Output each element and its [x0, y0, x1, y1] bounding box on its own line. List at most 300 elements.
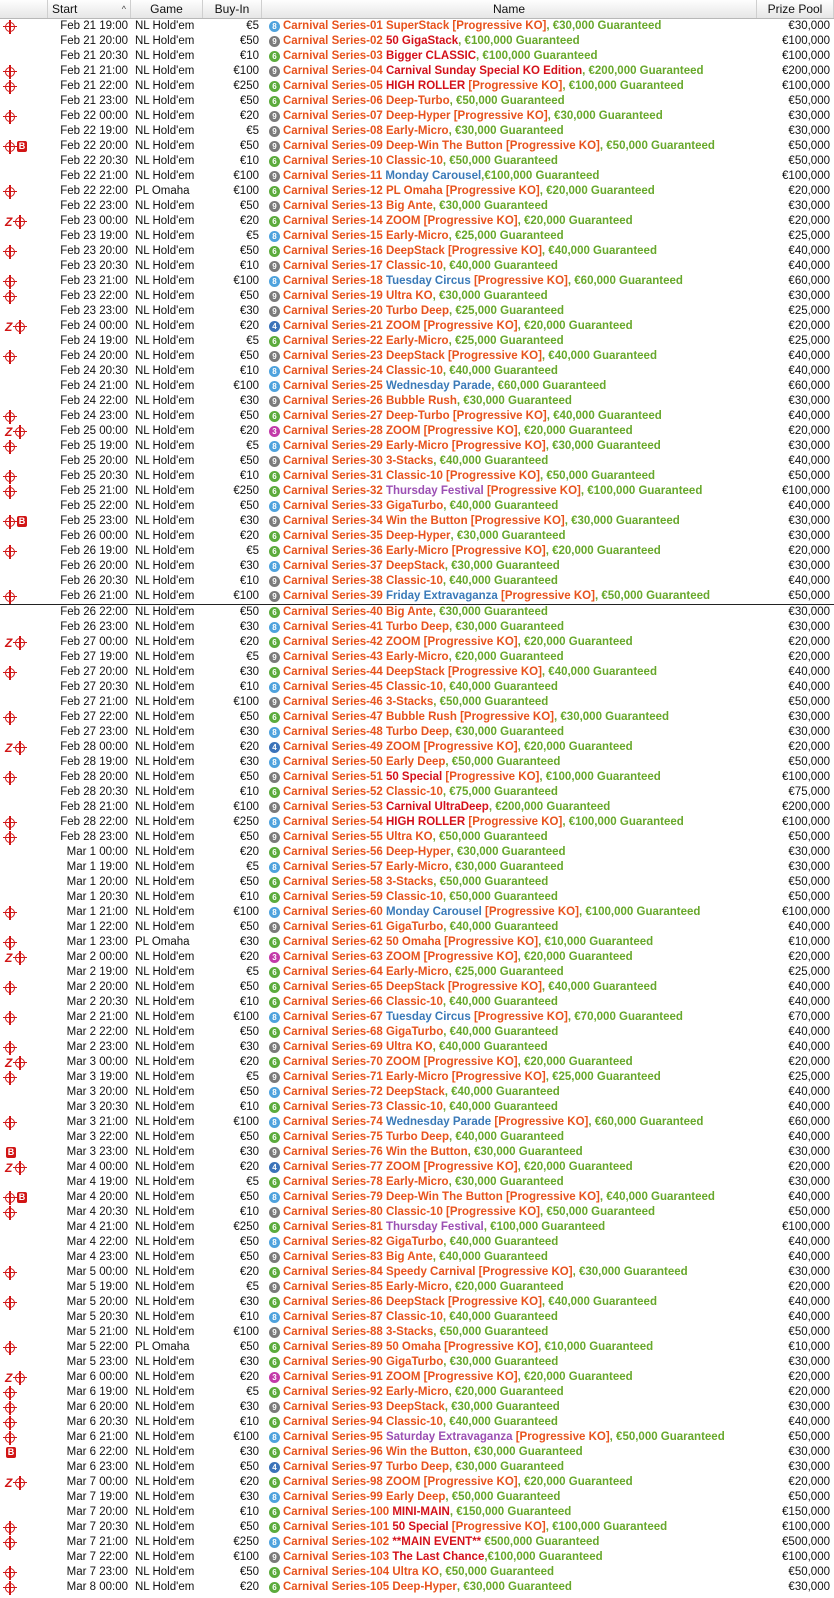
series-number: 63 — [369, 951, 383, 963]
tournament-name-cell[interactable] — [262, 484, 757, 499]
table-row[interactable] — [0, 409, 834, 424]
tournament-name-cell[interactable] — [262, 469, 757, 484]
tournament-name-cell[interactable] — [262, 800, 757, 815]
series-number: 93 — [369, 1401, 383, 1413]
event-title: DeepStack — [385, 350, 445, 362]
tournament-name-cell[interactable] — [262, 710, 757, 725]
table-row[interactable] — [0, 635, 834, 650]
tournament-name-cell[interactable] — [262, 589, 757, 604]
knockout-target-icon — [5, 412, 15, 422]
table-row[interactable] — [0, 1535, 834, 1550]
zoom-icon: Z — [5, 319, 13, 334]
event-title: Turbo Deep — [385, 305, 449, 317]
table-row[interactable] — [0, 1460, 834, 1475]
tournament-name-cell[interactable] — [262, 19, 757, 34]
table-row[interactable] — [0, 94, 834, 109]
table-row[interactable] — [0, 199, 834, 214]
table-row[interactable] — [0, 49, 834, 64]
tournament-name-cell[interactable] — [262, 34, 757, 49]
series-number: 99 — [369, 1491, 383, 1503]
tournament-name-cell[interactable] — [262, 1310, 757, 1325]
table-row[interactable] — [0, 529, 834, 544]
tournament-name-cell[interactable] — [262, 364, 757, 379]
table-row[interactable] — [0, 1115, 834, 1130]
table-row[interactable] — [0, 379, 834, 394]
table-row[interactable] — [0, 1340, 834, 1355]
player-count-badge: 6 — [269, 1447, 280, 1458]
game-cell: NL Hold'em — [135, 1491, 195, 1503]
player-count-badge: 6 — [269, 1177, 280, 1188]
table-row[interactable] — [0, 439, 834, 454]
tournament-name-cell[interactable] — [262, 875, 757, 890]
guarantee-text: , €100,000 Guaranteed — [580, 485, 703, 497]
event-title: Big Ante — [385, 606, 433, 618]
start-time-cell: Mar 3 00:00 — [66, 1056, 128, 1068]
tournament-name-cell[interactable] — [262, 394, 757, 409]
tournament-name-cell[interactable] — [262, 1025, 757, 1040]
tournament-name-cell[interactable] — [262, 1325, 757, 1340]
table-row[interactable] — [0, 559, 834, 574]
game-cell: NL Hold'em — [135, 801, 195, 813]
tournament-name-cell[interactable] — [262, 740, 757, 755]
tournament-name-cell[interactable] — [262, 1490, 757, 1505]
series-prefix: Carnival Series- — [283, 1566, 370, 1578]
table-row[interactable] — [0, 1325, 834, 1340]
table-row[interactable] — [0, 1190, 834, 1205]
tournament-name-cell[interactable] — [262, 1370, 757, 1385]
knockout-target-icon — [5, 1388, 15, 1398]
table-row[interactable] — [0, 139, 834, 154]
tournament-name-cell[interactable] — [262, 559, 757, 574]
table-row[interactable] — [0, 259, 834, 274]
table-row[interactable] — [0, 875, 834, 890]
tournament-name-cell[interactable] — [262, 1400, 757, 1415]
table-row[interactable] — [0, 950, 834, 965]
prize-pool-cell: €40,000 — [788, 1041, 830, 1053]
tournament-name-cell[interactable] — [262, 1085, 757, 1100]
table-row[interactable] — [0, 334, 834, 349]
table-row[interactable] — [0, 424, 834, 439]
player-count-badge: 8 — [269, 501, 280, 512]
series-prefix: Carnival Series- — [283, 1071, 370, 1083]
tournament-name-cell[interactable] — [262, 334, 757, 349]
table-row[interactable] — [0, 845, 834, 860]
table-row[interactable] — [0, 304, 834, 319]
tournament-name-cell[interactable] — [262, 965, 757, 980]
tournament-name-cell[interactable] — [262, 1145, 757, 1160]
tournament-name-cell[interactable] — [262, 79, 757, 94]
game-cell: NL Hold'em — [135, 395, 195, 407]
table-row[interactable] — [0, 184, 834, 199]
tournament-name-cell[interactable] — [262, 905, 757, 920]
table-row[interactable] — [0, 1130, 834, 1145]
table-row[interactable] — [0, 680, 834, 695]
tournament-name-cell[interactable] — [262, 815, 757, 830]
tournament-name-cell[interactable] — [262, 1475, 757, 1490]
tournament-name-cell[interactable] — [262, 1040, 757, 1055]
tournament-name-cell[interactable] — [262, 379, 757, 394]
table-row[interactable] — [0, 1310, 834, 1325]
player-count-badge: 6 — [269, 937, 280, 948]
table-row[interactable] — [0, 860, 834, 875]
tournament-name-cell[interactable] — [262, 680, 757, 695]
tournament-name-cell[interactable] — [262, 199, 757, 214]
tournament-name-cell[interactable] — [262, 995, 757, 1010]
tournament-name-cell[interactable] — [262, 259, 757, 274]
tournament-name-cell[interactable] — [262, 755, 757, 770]
tournament-name-cell[interactable] — [262, 950, 757, 965]
tournament-name-cell[interactable] — [262, 454, 757, 469]
table-row[interactable] — [0, 499, 834, 514]
tournament-name-cell[interactable] — [262, 244, 757, 259]
tournament-name-cell[interactable] — [262, 49, 757, 64]
table-row[interactable] — [0, 1220, 834, 1235]
tournament-name-cell[interactable] — [262, 1550, 757, 1565]
series-prefix: Carnival Series- — [283, 485, 370, 497]
table-row[interactable] — [0, 665, 834, 680]
table-row[interactable] — [0, 1400, 834, 1415]
series-prefix: Carnival Series- — [283, 741, 370, 753]
table-row[interactable] — [0, 394, 834, 409]
series-number: 20 — [369, 305, 383, 317]
table-row[interactable] — [0, 995, 834, 1010]
column-header-start[interactable] — [48, 0, 131, 18]
table-row[interactable] — [0, 214, 834, 229]
guarantee-text: , €50,000 Guaranteed — [594, 590, 711, 602]
tournament-name-cell[interactable] — [262, 154, 757, 169]
table-row[interactable] — [0, 364, 834, 379]
tournament-name-cell[interactable] — [262, 605, 757, 620]
tournament-name-cell[interactable] — [262, 1130, 757, 1145]
tournament-name-cell[interactable] — [262, 574, 757, 589]
tournament-name-cell[interactable] — [262, 1385, 757, 1400]
series-prefix: Carnival Series- — [283, 215, 370, 227]
event-title: Deep-Turbo — [385, 410, 450, 422]
tournament-name-cell[interactable] — [262, 920, 757, 935]
table-row[interactable] — [0, 725, 834, 740]
series-number: 24 — [369, 365, 383, 377]
series-number: 81 — [369, 1221, 383, 1233]
player-count-badge: 8 — [269, 1432, 280, 1443]
table-row[interactable] — [0, 1250, 834, 1265]
game-cell: NL Hold'em — [135, 1401, 195, 1413]
series-number: 36 — [369, 545, 383, 557]
table-row[interactable] — [0, 965, 834, 980]
tournament-name-cell[interactable] — [262, 529, 757, 544]
column-header-icons[interactable] — [0, 0, 48, 18]
tournament-name-cell[interactable] — [262, 1265, 757, 1280]
table-row[interactable] — [0, 1205, 834, 1220]
table-row[interactable] — [0, 1235, 834, 1250]
tournament-name-cell[interactable] — [262, 1280, 757, 1295]
tournament-name-cell[interactable] — [262, 1460, 757, 1475]
table-row[interactable] — [0, 980, 834, 995]
tournament-name-cell[interactable] — [262, 1190, 757, 1205]
tournament-name-cell[interactable] — [262, 424, 757, 439]
table-row[interactable] — [0, 319, 834, 334]
table-row[interactable] — [0, 815, 834, 830]
table-row[interactable] — [0, 905, 834, 920]
tournament-name-cell[interactable] — [262, 169, 757, 184]
tournament-name-cell[interactable] — [262, 124, 757, 139]
table-row[interactable] — [0, 64, 834, 79]
buyin-cell: €20 — [239, 1371, 259, 1383]
table-row[interactable] — [0, 890, 834, 905]
table-row[interactable] — [0, 469, 834, 484]
buyin-cell: €10 — [239, 681, 259, 693]
table-row[interactable] — [0, 1010, 834, 1025]
table-row[interactable] — [0, 1415, 834, 1430]
guarantee-text: , €40,000 Guaranteed — [541, 981, 657, 993]
row-icons — [0, 141, 48, 152]
prize-pool-cell: €50,000 — [788, 155, 830, 167]
tournament-name-cell[interactable] — [262, 184, 757, 199]
table-row[interactable] — [0, 1430, 834, 1445]
table-row[interactable] — [0, 1565, 834, 1580]
table-row[interactable] — [0, 1280, 834, 1295]
tournament-name-cell[interactable] — [262, 1205, 757, 1220]
start-time-cell: Feb 24 19:00 — [60, 335, 128, 347]
tournament-name-cell[interactable] — [262, 650, 757, 665]
table-row[interactable] — [0, 1265, 834, 1280]
table-row[interactable] — [0, 1355, 834, 1370]
series-number: 98 — [369, 1476, 383, 1488]
table-row[interactable] — [0, 1520, 834, 1535]
table-row[interactable] — [0, 589, 834, 605]
tournament-name-cell[interactable] — [262, 304, 757, 319]
table-row[interactable] — [0, 229, 834, 244]
tournament-name-cell[interactable] — [262, 1430, 757, 1445]
tournament-name-cell[interactable] — [262, 94, 757, 109]
table-row[interactable] — [0, 920, 834, 935]
guarantee-text: , €10,000 Guaranteed — [538, 1341, 654, 1353]
tournament-name-cell[interactable] — [262, 349, 757, 364]
buyin-cell: €50 — [239, 140, 259, 152]
start-time-cell: Mar 1 21:00 — [66, 906, 128, 918]
tournament-name-cell[interactable] — [262, 1055, 757, 1070]
table-row[interactable] — [0, 935, 834, 950]
table-row[interactable] — [0, 1040, 834, 1055]
table-row[interactable] — [0, 755, 834, 770]
tournament-name-cell[interactable] — [262, 935, 757, 950]
game-cell: NL Hold'em — [135, 1131, 195, 1143]
start-time-cell: Feb 27 22:00 — [60, 711, 128, 723]
start-time-cell: Feb 22 20:30 — [60, 155, 128, 167]
series-prefix: Carnival Series- — [283, 365, 370, 377]
table-row[interactable] — [0, 349, 834, 364]
table-row[interactable] — [0, 770, 834, 785]
table-row[interactable] — [0, 1070, 834, 1085]
table-row[interactable] — [0, 1385, 834, 1400]
tournament-name-cell[interactable] — [262, 1175, 757, 1190]
tournament-name-cell[interactable] — [262, 620, 757, 635]
tournament-name-cell[interactable] — [262, 319, 757, 334]
table-row[interactable] — [0, 19, 834, 34]
tournament-name-cell[interactable] — [262, 1445, 757, 1460]
game-cell: NL Hold'em — [135, 35, 195, 47]
tournament-name-cell[interactable] — [262, 289, 757, 304]
tournament-name-cell[interactable] — [262, 1355, 757, 1370]
prize-pool-cell: €40,000 — [788, 921, 830, 933]
table-row[interactable] — [0, 650, 834, 665]
table-row[interactable] — [0, 124, 834, 139]
table-row[interactable] — [0, 1580, 834, 1595]
tournament-name-cell[interactable] — [262, 860, 757, 875]
table-row[interactable] — [0, 1370, 834, 1385]
guarantee-text: , €30,000 Guaranteed — [448, 125, 564, 137]
tournament-name-cell[interactable] — [262, 1235, 757, 1250]
start-time-cell: Feb 24 20:00 — [60, 350, 128, 362]
tournament-name-cell[interactable] — [262, 890, 757, 905]
table-row[interactable] — [0, 1475, 834, 1490]
tournament-name-cell[interactable] — [262, 229, 757, 244]
tournament-name-cell[interactable] — [262, 139, 757, 154]
row-icons — [0, 1538, 48, 1548]
start-time-cell: Mar 1 19:00 — [66, 861, 128, 873]
tournament-name-cell[interactable] — [262, 1100, 757, 1115]
tournament-name-cell[interactable] — [262, 274, 757, 289]
table-row[interactable] — [0, 1175, 834, 1190]
guarantee-text: , €25,000 Guaranteed — [545, 1071, 661, 1083]
tournament-name-cell[interactable] — [262, 725, 757, 740]
tournament-name-cell[interactable] — [262, 1535, 757, 1550]
event-title: Early-Micro — [385, 861, 449, 873]
prize-pool-cell: €40,000 — [788, 1026, 830, 1038]
column-header-game[interactable]: Game — [131, 0, 203, 18]
table-row[interactable] — [0, 1055, 834, 1070]
tournament-name-cell[interactable] — [262, 1160, 757, 1175]
series-prefix: Carnival Series- — [283, 335, 370, 347]
guarantee-text: , €100,000 Guaranteed — [458, 35, 580, 47]
table-row[interactable] — [0, 785, 834, 800]
tournament-name-cell[interactable] — [262, 665, 757, 680]
event-title: Speedy Carnival — [385, 1266, 476, 1278]
table-row[interactable] — [0, 454, 834, 469]
tournament-name-cell[interactable] — [262, 64, 757, 79]
tournament-name-cell[interactable] — [262, 1295, 757, 1310]
guarantee-text: €500,000 Guaranteed — [481, 1536, 600, 1548]
guarantee-text: , €100,000 Guaranteed — [476, 50, 598, 62]
tournament-name-cell[interactable] — [262, 770, 757, 785]
game-cell: NL Hold'em — [135, 350, 195, 362]
table-row[interactable] — [0, 1100, 834, 1115]
tournament-name-cell[interactable] — [262, 1250, 757, 1265]
sort-ascending-icon[interactable]: ^ — [121, 4, 126, 14]
tournament-name-cell[interactable] — [262, 845, 757, 860]
table-row[interactable] — [0, 514, 834, 529]
table-row[interactable] — [0, 34, 834, 49]
table-row[interactable] — [0, 79, 834, 94]
series-number: 95 — [369, 1431, 383, 1443]
table-row[interactable] — [0, 109, 834, 124]
table-row[interactable] — [0, 1145, 834, 1160]
start-time-cell: Mar 7 22:00 — [66, 1551, 128, 1563]
player-count-badge: 8 — [269, 561, 280, 572]
tournament-name-cell[interactable] — [262, 514, 757, 529]
prize-pool-cell: €100,000 — [782, 816, 830, 828]
table-row[interactable] — [0, 574, 834, 589]
prize-pool-cell: €25,000 — [788, 966, 830, 978]
start-time-cell: Feb 22 23:00 — [60, 200, 128, 212]
table-row[interactable] — [0, 605, 834, 620]
table-row[interactable] — [0, 244, 834, 259]
game-cell: NL Hold'em — [135, 1041, 195, 1053]
table-row[interactable] — [0, 830, 834, 845]
table-row[interactable] — [0, 289, 834, 304]
tournament-name-cell[interactable] — [262, 1565, 757, 1580]
tournament-name-cell[interactable] — [262, 1010, 757, 1025]
tournament-name-cell[interactable] — [262, 785, 757, 800]
zoom-icon: Z — [5, 1370, 13, 1385]
tournament-name-cell[interactable] — [262, 635, 757, 650]
event-title: ZOOM — [385, 1371, 421, 1383]
series-prefix: Carnival Series- — [283, 1251, 370, 1263]
table-row[interactable] — [0, 1160, 834, 1175]
table-row[interactable] — [0, 484, 834, 499]
table-row[interactable] — [0, 1550, 834, 1565]
table-row[interactable] — [0, 169, 834, 184]
buyin-cell: €250 — [233, 80, 259, 92]
start-time-cell: Feb 28 19:00 — [60, 756, 128, 768]
table-row[interactable] — [0, 1085, 834, 1100]
start-time-cell: Feb 22 22:00 — [60, 185, 128, 197]
tournament-name-cell[interactable] — [262, 1520, 757, 1535]
tournament-name-cell[interactable] — [262, 1580, 757, 1595]
table-row[interactable] — [0, 544, 834, 559]
guarantee-text: , €30,000 Guaranteed — [432, 200, 548, 212]
event-title: Classic-10 — [385, 996, 443, 1008]
tournament-name-cell[interactable] — [262, 439, 757, 454]
table-row[interactable] — [0, 1445, 834, 1460]
table-row[interactable] — [0, 740, 834, 755]
column-header-name[interactable]: Name — [262, 0, 757, 18]
tournament-name-cell[interactable] — [262, 695, 757, 710]
table-row[interactable] — [0, 1295, 834, 1310]
tournament-name-cell[interactable] — [262, 409, 757, 424]
table-row[interactable] — [0, 1505, 834, 1520]
table-row[interactable] — [0, 274, 834, 289]
table-row[interactable] — [0, 695, 834, 710]
row-icons — [0, 67, 48, 77]
tournament-name-cell[interactable] — [262, 1115, 757, 1130]
tournament-name-cell[interactable] — [262, 1070, 757, 1085]
table-row[interactable] — [0, 620, 834, 635]
column-header-buyin[interactable]: Buy-In — [203, 0, 262, 18]
table-row[interactable] — [0, 1490, 834, 1505]
table-row[interactable] — [0, 800, 834, 815]
table-row[interactable] — [0, 154, 834, 169]
start-time-cell: Feb 28 21:00 — [60, 801, 128, 813]
tournament-name-cell[interactable] — [262, 109, 757, 124]
tournament-name-cell[interactable] — [262, 1505, 757, 1520]
series-prefix: Carnival Series- — [283, 110, 370, 122]
tournament-name-cell[interactable] — [262, 214, 757, 229]
column-header-prize-pool[interactable]: Prize Pool — [757, 0, 834, 18]
table-row[interactable] — [0, 710, 834, 725]
player-count-badge: 9 — [269, 802, 280, 813]
tournament-name-cell[interactable] — [262, 544, 757, 559]
buyin-cell: €5 — [246, 651, 259, 663]
start-time-cell: Feb 28 22:00 — [60, 816, 128, 828]
buyin-cell: €10 — [239, 470, 259, 482]
tournament-name-cell[interactable] — [262, 1220, 757, 1235]
tournament-name-cell[interactable] — [262, 1340, 757, 1355]
tournament-name-cell[interactable] — [262, 980, 757, 995]
tournament-name-cell[interactable] — [262, 499, 757, 514]
tournament-name-cell[interactable] — [262, 830, 757, 845]
tournament-name-cell[interactable] — [262, 1415, 757, 1430]
table-row[interactable] — [0, 1025, 834, 1040]
